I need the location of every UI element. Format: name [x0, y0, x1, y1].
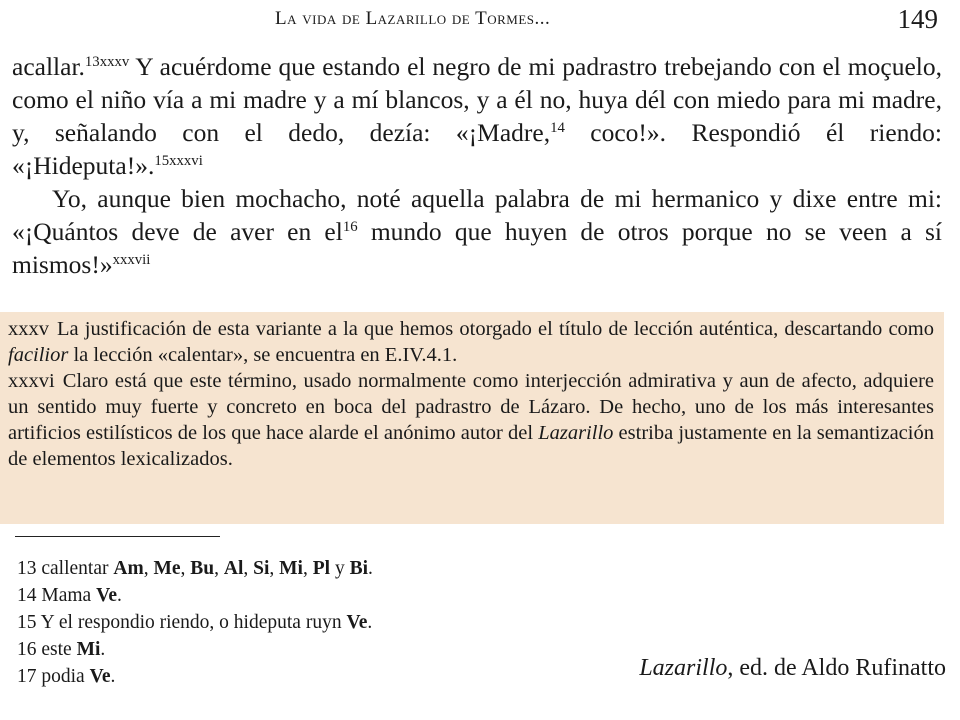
siglum-separator: . [368, 558, 373, 579]
witness-siglum: Ve [96, 585, 118, 606]
note-ref: 14 [550, 120, 565, 137]
footnote-rule [15, 536, 220, 537]
siglum-separator: . [117, 585, 122, 606]
variant-reading: Mama [41, 585, 92, 606]
paragraph-2: Yo, aunque bien mochacho, noté aquella palabra de mi hermanico y dixe entre mi: «¡Quántos deve de aver en $el^{16}$ mundo que huyen de otros porque no se veen a sí mismos!»$^{xxxvii}$ [12, 184, 942, 279]
witness-siglum: Ve [346, 612, 368, 633]
variant-line [17, 663, 577, 690]
paragraph-1: acallar.$^{13xxxv}$ Y acuérdome que estando el negro de mi padrastro trebejando con el moçuelo, como el niño vía a mi madre y a mí blancos, y a él no, huya dél con miedo para mi madre, y, señalando con el dedo, dezía: «¡Madre,$^{14}$ coco!». Respondió él riendo: «¡Hideputa!».$^{15xxxvi}$ [12, 52, 942, 180]
witness-siglum: Me [153, 558, 181, 579]
page-number: 149 [897, 4, 938, 34]
siglum-separator: . [110, 666, 116, 687]
endnote-xxxvi: xxxvi Claro está que este término, usado normalmente como interjección admirativa y aun de afecto, adquiere un sentido muy fuerte y concreto en boca del padrastro de Lázaro. De hecho, uno de los más interesantes artificios estilísticos de los que hace alarde el anónimo autor del Lazarillo estriba justamente en la semantización de elementos lexicalizados. [8, 370, 934, 470]
siglum-separator: y [330, 558, 350, 579]
variant-apparatus [17, 555, 577, 690]
note-ref: xxxvii [112, 252, 151, 269]
caption-title: Lazarillo [639, 655, 728, 681]
witness-siglum: Pl [312, 558, 331, 579]
note-ref: 15xxxvi [154, 153, 203, 170]
witness-siglum: Am [113, 558, 144, 579]
note-ref: 16 [342, 219, 358, 236]
variant-reading: este [41, 639, 72, 660]
main-text [12, 50, 942, 281]
variant-number: 15 [17, 612, 37, 633]
siglum-separator: . [367, 612, 373, 633]
note-ref: 13xxxv [84, 54, 130, 71]
siglum-separator: , [143, 558, 154, 579]
variant-reading: podia [41, 666, 85, 687]
witness-siglum: Si [253, 558, 270, 579]
siglum-separator: , [214, 558, 224, 579]
witness-siglum: Bu [190, 558, 215, 579]
endnote-marker: xxxvi [8, 370, 55, 392]
witness-siglum: Mi [279, 558, 303, 579]
endnote-xxxv: xxxv La justificación de esta variante a la que hemos otorgado el título de lección auténtica, descartando como facilior la lección «calentar», se encuentra en E.IV.4.1. [8, 318, 934, 366]
edition-caption [639, 655, 946, 682]
siglum-separator: , [269, 558, 280, 579]
variant-number: 17 [17, 666, 37, 687]
siglum-separator: , [302, 558, 313, 579]
witness-siglum: Mi [76, 639, 101, 660]
variant-number: 13 [17, 558, 37, 579]
siglum-separator: , [243, 558, 254, 579]
variant-line [17, 609, 577, 636]
variant-line [17, 636, 577, 663]
variant-number: 14 [17, 585, 37, 606]
running-title: La vida de Lazarillo de Tormes... [275, 8, 551, 29]
variant-number: 16 [17, 639, 37, 660]
endnote-marker: xxxv [8, 318, 49, 340]
variant-reading: callentar [41, 558, 109, 579]
variant-line [17, 582, 577, 609]
siglum-separator: . [100, 639, 106, 660]
witness-siglum: Bi [349, 558, 368, 579]
variant-reading: Y el respondio riendo, o hideputa ruyn [40, 612, 342, 633]
siglum-separator: , [180, 558, 191, 579]
page-header [0, 4, 960, 38]
variant-line [17, 555, 577, 582]
caption-rest: , ed. de Aldo Rufinatto [727, 655, 946, 681]
endnotes-box [0, 312, 944, 524]
witness-siglum: Al [223, 558, 244, 579]
witness-siglum: Ve [89, 666, 111, 687]
